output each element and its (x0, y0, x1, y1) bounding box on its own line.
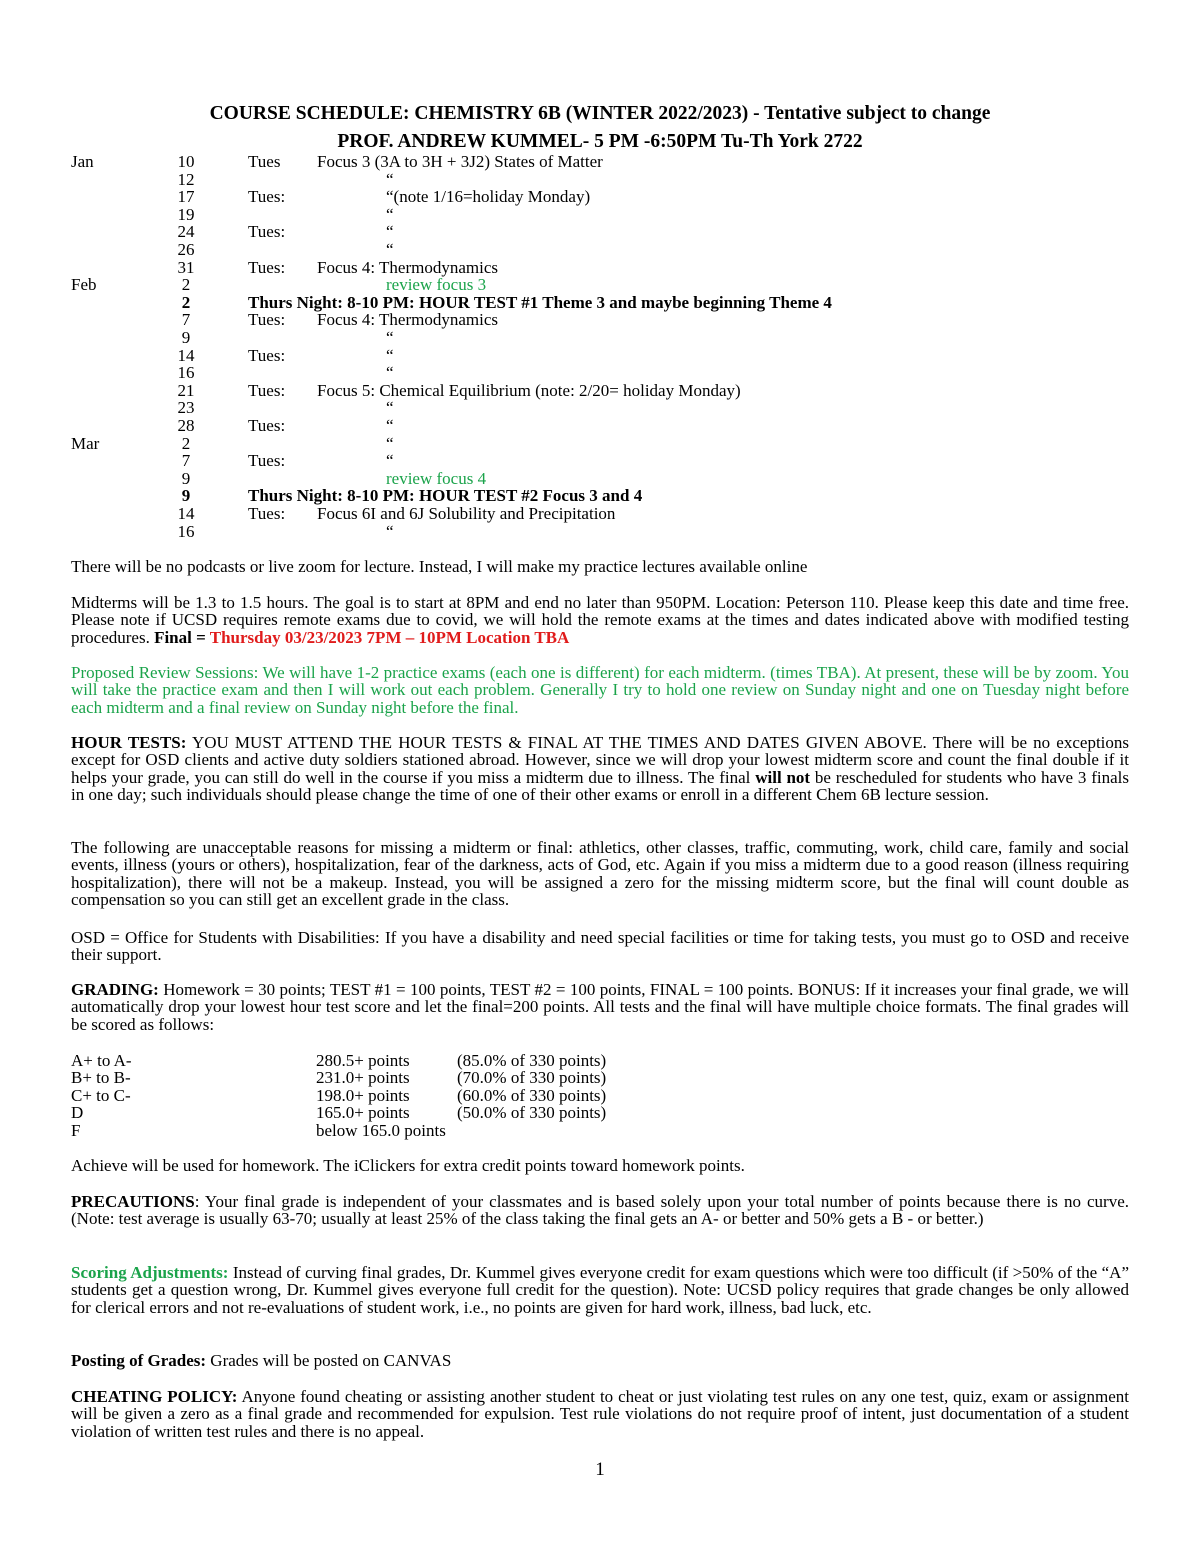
schedule-day: 9 (181, 468, 191, 488)
midterms-paragraph (71, 594, 1129, 646)
schedule-row (0, 329, 1200, 347)
grade-points: 280.5+ points (316, 1051, 410, 1070)
osd-paragraph (71, 929, 1129, 964)
schedule-weekday: Tues: (248, 345, 286, 365)
schedule-weekday: Tues: (248, 380, 286, 400)
schedule-day: 23 (177, 398, 195, 418)
schedule-topic: Focus 4: Thermodynamics (317, 310, 498, 330)
schedule-day: 31 (177, 257, 195, 277)
unacceptable-reasons-paragraph (71, 839, 1129, 909)
schedule-row (0, 206, 1200, 224)
schedule-topic: “ (386, 433, 394, 453)
schedule-topic: “ (386, 222, 394, 242)
schedule-day: 7 (181, 451, 191, 471)
schedule-row (0, 223, 1200, 241)
midterms-text: Midterms will be 1.3 to 1.5 hours. The goal is to start at 8PM and end no later than 950PM. Location: Peterson 110. Please keep this date and time free. Please note if UCSD requires remote exams due to covid, we will hold the remote exams at the times and dates indicated above with modified testing procedures. (71, 593, 1129, 647)
schedule-weekday: Tues: (248, 187, 286, 207)
schedule-weekday: Tues (248, 152, 281, 171)
schedule-day: 9 (181, 328, 191, 347)
grade-letter: A+ to A- (71, 1051, 132, 1070)
grade-percent: (50.0% of 330 points) (457, 1103, 607, 1123)
final-label: Final = (154, 627, 210, 647)
osd-text: OSD = Office for Students with Disabilities: If you have a disability and need special facilities or time for taking tests, you must go to OSD and receive their support. (71, 928, 1129, 965)
grade-points: 198.0+ points (316, 1085, 410, 1105)
schedule-day: 10 (177, 152, 195, 171)
grade-letter: B+ to B- (71, 1068, 131, 1088)
schedule-day: 16 (177, 363, 195, 383)
schedule-day: 19 (177, 204, 195, 224)
posting-paragraph (71, 1352, 1129, 1369)
schedule-row (0, 188, 1200, 206)
posting-label: Posting of Grades: (71, 1351, 207, 1370)
schedule-day: 9 (181, 486, 191, 506)
schedule-day: 7 (181, 310, 191, 330)
schedule-topic: Focus 5: Chemical Equilibrium (note: 2/20= holiday Monday) (317, 380, 741, 400)
schedule-topic: review focus 3 (386, 275, 487, 295)
schedule-row (0, 487, 1200, 505)
schedule-weekday: Tues: (248, 310, 286, 330)
schedule-day: 24 (177, 222, 195, 242)
schedule-topic: Focus 4: Thermodynamics (317, 257, 498, 277)
grade-points: 165.0+ points (316, 1103, 410, 1123)
schedule-weekday: Tues: (248, 416, 286, 435)
schedule-day: 2 (181, 275, 191, 295)
schedule-row (0, 311, 1200, 329)
schedule-row (0, 417, 1200, 435)
scoring-adjustments-paragraph (71, 1264, 1129, 1316)
schedule-row (0, 399, 1200, 417)
schedule-weekday: Tues: (248, 451, 286, 471)
schedule-day: 21 (177, 380, 195, 400)
schedule-weekday: Tues: (248, 257, 286, 277)
page-number: 1 (595, 1459, 605, 1480)
podcast-text: There will be no podcasts or live zoom for lecture. Instead, I will make my practice lectures available online (71, 557, 808, 576)
schedule-topic: review focus 4 (386, 468, 487, 488)
schedule-row (0, 452, 1200, 470)
schedule-row (0, 347, 1200, 365)
schedule-topic: “ (386, 451, 394, 471)
schedule-weekday: Tues: (248, 222, 286, 242)
precautions-paragraph (71, 1193, 1129, 1228)
schedule-topic: “ (386, 204, 394, 224)
schedule-day: 2 (181, 433, 191, 453)
schedule-topic: “ (386, 345, 394, 365)
cheating-policy-text: Anyone found cheating or assisting another student to cheat or just violating test rules on any one test, quiz, exam or assignment will be given a zero as a final grade and recommended for expulsion. Test rule violations do not require proof of intent, just documentation of a student violation of written test rules and there is no appeal. (71, 1387, 1129, 1441)
precautions-label: PRECAUTIONS (71, 1192, 195, 1211)
grade-percent: (60.0% of 330 points) (457, 1085, 607, 1105)
schedule-month: Feb (71, 275, 97, 295)
achieve-note (71, 1157, 1129, 1174)
schedule-day: 2 (181, 292, 191, 312)
grading-text: Homework = 30 points; TEST #1 = 100 points, TEST #2 = 100 points, FINAL = 100 points. BONUS: If it increases your final grade, we will automatically drop your lowest hour test score and let the final=200 points. All tests and the final will have multiple choice formats. The final grades will be scored as follows: (71, 980, 1129, 1034)
schedule-row (0, 259, 1200, 277)
page-subtitle: PROF. ANDREW KUMMEL- 5 PM -6:50PM Tu-Th York 2722 (337, 131, 863, 152)
schedule-row (0, 276, 1200, 294)
cheating-policy-label: CHEATING POLICY: (71, 1387, 238, 1406)
schedule-row (0, 382, 1200, 400)
posting-text: Grades will be posted on CANVAS (206, 1351, 452, 1370)
schedule-row (0, 505, 1200, 523)
review-sessions-paragraph (71, 664, 1129, 716)
grading-paragraph (71, 981, 1129, 1033)
schedule-row (0, 294, 1200, 312)
grade-letter: D (71, 1103, 84, 1123)
schedule-row (0, 241, 1200, 259)
achieve-text: Achieve will be used for homework. The iClickers for extra credit points toward homework points. (71, 1156, 745, 1175)
review-sessions-text: Proposed Review Sessions: We will have 1-2 practice exams (each one is different) for each midterm. (times TBA). At present, these will be by zoom. You will take the practice exam and then I will work out each problem. Generally I try to hold one review on Sunday night and one on Tuesday night before each midterm and a final review on Sunday night before the final. (71, 663, 1129, 717)
podcast-note (71, 558, 1129, 575)
schedule-topic: “ (386, 363, 394, 383)
grade-letter: C+ to C- (71, 1085, 131, 1105)
grade-percent: (70.0% of 330 points) (457, 1068, 607, 1088)
schedule-day: 12 (177, 169, 195, 189)
schedule-topic: Focus 3 (3A to 3H + 3J2) States of Matter (317, 152, 603, 171)
schedule-row (0, 435, 1200, 453)
grade-letter: F (71, 1120, 81, 1140)
schedule-row (0, 364, 1200, 382)
unacceptable-reasons-text: The following are unacceptable reasons for missing a midterm or final: athletics, other classes, traffic, commuting, work, child care, family and social events, illness (yours or others), hospitalization, fear of the darkness, acts of God, etc. Again if you miss a midterm due to a good reason (illness requiring hospitalization), there will not be a makeup. Instead, you will be assigned a zero for the missing midterm score, but the final will count double as compensation so you can still get an excellent grade in the class. (71, 838, 1129, 910)
hour-tests-text-a: YOU MUST ATTEND THE HOUR TESTS & FINAL AT THE TIMES AND DATES GIVEN ABOVE. There will be no exceptions except for OSD clients and active duty soldiers stationed abroad. However, since we will drop your lowest midterm score and count the final double if it helps your grade, you can still do well in the course if you miss a midterm due to illness. The final (71, 733, 1130, 787)
schedule-month: Mar (71, 433, 100, 453)
schedule-topic: “ (386, 328, 394, 347)
schedule-day: 16 (177, 521, 195, 541)
hour-tests-text-b: be rescheduled for students who have 3 finals in one day; such individuals should please change the time of one of their other exams or enroll in a different Chem 6B lecture session. (71, 767, 1129, 805)
hour-tests-paragraph (71, 734, 1129, 804)
schedule-weekday: Tues: (248, 504, 286, 523)
schedule-day: 17 (177, 187, 195, 207)
schedule-month: Jan (71, 152, 94, 171)
schedule-weekday: Thurs Night: 8-10 PM: HOUR TEST #1 Theme 3 and maybe beginning Theme 4 (248, 292, 832, 312)
schedule-topic: Focus 6I and 6J Solubility and Precipitation (317, 504, 616, 523)
scoring-adjustments-label: Scoring Adjustments: (71, 1263, 229, 1282)
schedule-row (0, 523, 1200, 541)
schedule-topic: “ (386, 398, 394, 418)
schedule-topic: “ (386, 521, 394, 541)
schedule-row (0, 153, 1200, 171)
schedule-day: 14 (177, 504, 195, 523)
schedule-day: 26 (177, 240, 195, 259)
final-date: Thursday 03/23/2023 7PM – 10PM Location TBA (209, 627, 570, 647)
grade-points: below 165.0 points (316, 1120, 446, 1140)
page-title: COURSE SCHEDULE: CHEMISTRY 6B (WINTER 2022/2023) - Tentative subject to change (209, 103, 991, 124)
schedule-topic: “ (386, 240, 394, 259)
precautions-text: : Your final grade is independent of your classmates and is based solely upon your total number of points because there is no curve. (Note: test average is usually 63-70; usually at least 25% of the class taking the final gets an A- or better and 50% gets a B - or better.) (71, 1192, 1129, 1229)
schedule-row (0, 470, 1200, 488)
schedule-topic: “ (386, 416, 394, 435)
grade-percent: (85.0% of 330 points) (457, 1051, 607, 1070)
hour-tests-label: HOUR TESTS: (71, 733, 187, 752)
scoring-adjustments-text: Instead of curving final grades, Dr. Kummel gives everyone credit for exam questions which were too difficult (if >50% of the “A” students get a question wrong, Dr. Kummel gives everyone full credit for the question). Note: UCSD policy requires that grade changes be only allowed for clerical errors and not re-evaluations of student work, i.e., no points are given for hard work, illness, bad luck, etc. (71, 1263, 1129, 1317)
grading-label: GRADING: (71, 980, 159, 999)
grade-points: 231.0+ points (316, 1068, 410, 1088)
schedule-day: 28 (177, 416, 195, 435)
schedule-weekday: Thurs Night: 8-10 PM: HOUR TEST #2 Focus 3 and 4 (248, 486, 643, 506)
schedule-row (0, 171, 1200, 189)
hour-tests-will-not: will not (755, 767, 811, 787)
schedule-topic: “ (386, 169, 394, 189)
schedule-day: 14 (177, 345, 195, 365)
cheating-policy-paragraph (71, 1388, 1129, 1440)
schedule-topic: “(note 1/16=holiday Monday) (386, 187, 591, 207)
